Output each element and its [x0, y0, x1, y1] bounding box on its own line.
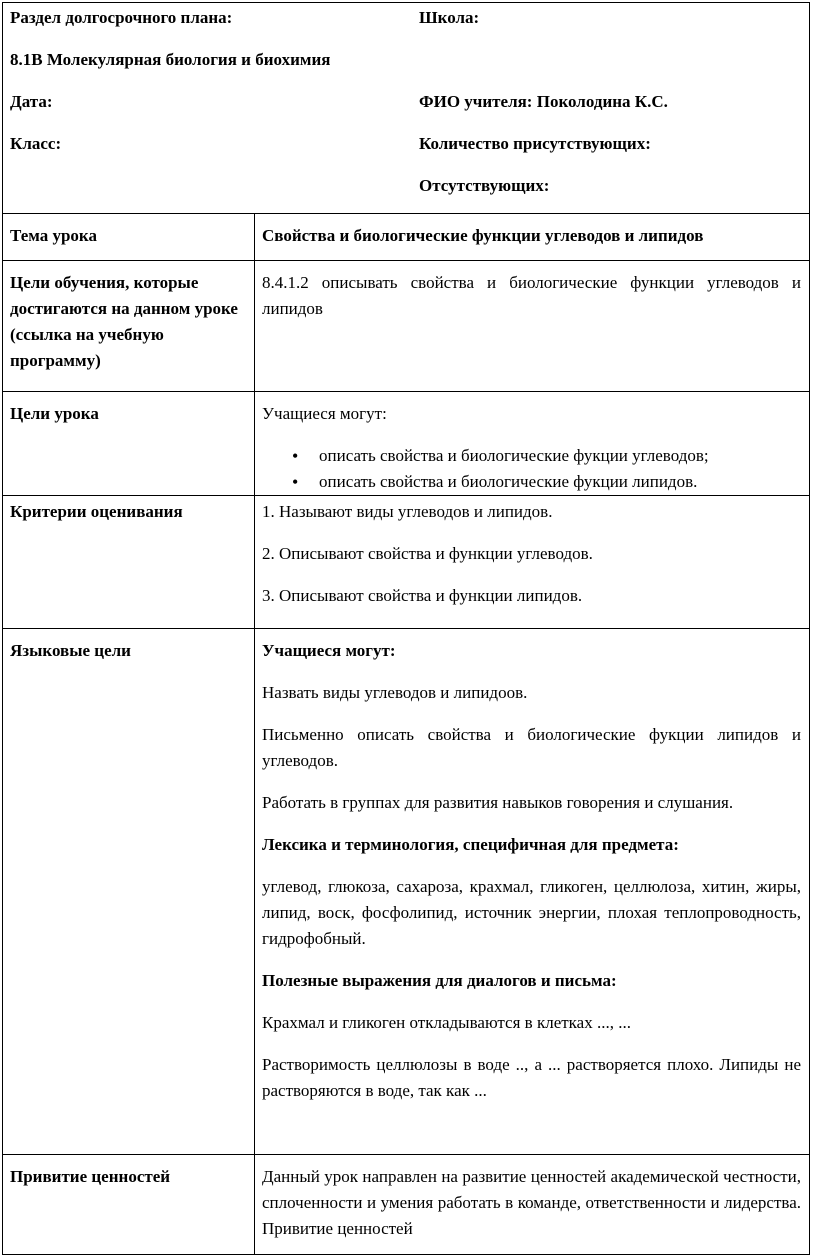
language-p3: Работать в группах для развития навыков говорения и слушания.: [262, 793, 734, 812]
topic-value: Свойства и биологические функции углеводов и липидов: [255, 214, 810, 261]
phrase-2: Растворимость целлюлозы в воде .., а ... растворяется плохо. Липиды не растворяются в воде, так как ...: [262, 1055, 801, 1100]
language-p1: Назвать виды углеводов и липидоов.: [262, 683, 528, 702]
school-label: Школа:: [419, 8, 480, 27]
lesson-goals-intro: Учащиеся могут:: [262, 404, 387, 423]
list-item: 1. Называют виды углеводов и липидов.: [262, 502, 553, 521]
language-intro: Учащиеся могут:: [262, 641, 396, 660]
teacher-label: ФИО учителя: Поколодина К.С.: [419, 92, 668, 111]
list-item: • описать свойства и биологические фукции углеводов;: [262, 443, 801, 469]
phrase-1: Крахмал и гликоген откладываются в клетках ..., ...: [262, 1013, 631, 1032]
date-label: Дата:: [10, 92, 53, 111]
criteria-row: [3, 496, 810, 629]
list-item: 2. Описывают свойства и функции углеводов.: [262, 544, 593, 563]
present-label: Количество присутствующих:: [419, 134, 651, 153]
language-label: Языковые цели: [3, 629, 255, 1155]
lesson-goals-cell: [255, 392, 810, 496]
vocab-text: углевод, глюкоза, сахароза, крахмал, гликоген, целлюлоза, хитин, жиры, липид, воск, фосфолипид, источник энергии, плохая теплопроводность, гидрофобный.: [262, 877, 801, 948]
class-label: Класс:: [10, 134, 62, 153]
language-p2: Письменно описать свойства и биологические фукции липидов и углеводов.: [262, 725, 801, 770]
phrases-title: Полезные выражения для диалогов и письма:: [262, 971, 617, 990]
lesson-goals-list: [262, 443, 801, 495]
values-row: [3, 1155, 810, 1255]
section-value: 8.1B Молекулярная биология и биохимия: [10, 50, 331, 69]
topic-label: Тема урока: [3, 214, 255, 261]
learning-goals-label: Цели обучения, которые достигаются на данном уроке (ссылка на учебную программу): [3, 261, 255, 392]
header-left: [10, 3, 400, 173]
lesson-plan-table: [2, 2, 810, 1255]
values-value: Данный урок направлен на развитие ценностей академической честности, сплоченности и умения работать в команде, ответственности и лидерства. Привитие ценностей: [255, 1155, 810, 1255]
lesson-goals-label: Цели урока: [3, 392, 255, 496]
topic-row: [3, 214, 810, 261]
section-label: Раздел долгосрочного плана:: [10, 8, 233, 27]
header-row: [3, 3, 810, 214]
lesson-goals-row: [3, 392, 810, 496]
header-right: [419, 3, 804, 215]
learning-goals-row: [3, 261, 810, 392]
vocab-title: Лексика и терминология, специфичная для предмета:: [262, 835, 679, 854]
language-row: [3, 629, 810, 1155]
language-cell: [255, 629, 810, 1155]
absent-label: Отсутствующих:: [419, 176, 550, 195]
list-item: 3. Описывают свойства и функции липидов.: [262, 586, 583, 605]
list-item: • описать свойства и биологические фукции липидов.: [262, 469, 801, 495]
criteria-cell: [255, 496, 810, 629]
criteria-label: Критерии оценивания: [3, 496, 255, 629]
learning-goals-value: 8.4.1.2 описывать свойства и биологические функции углеводов и липидов: [255, 261, 810, 392]
values-label: Привитие ценностей: [3, 1155, 255, 1255]
